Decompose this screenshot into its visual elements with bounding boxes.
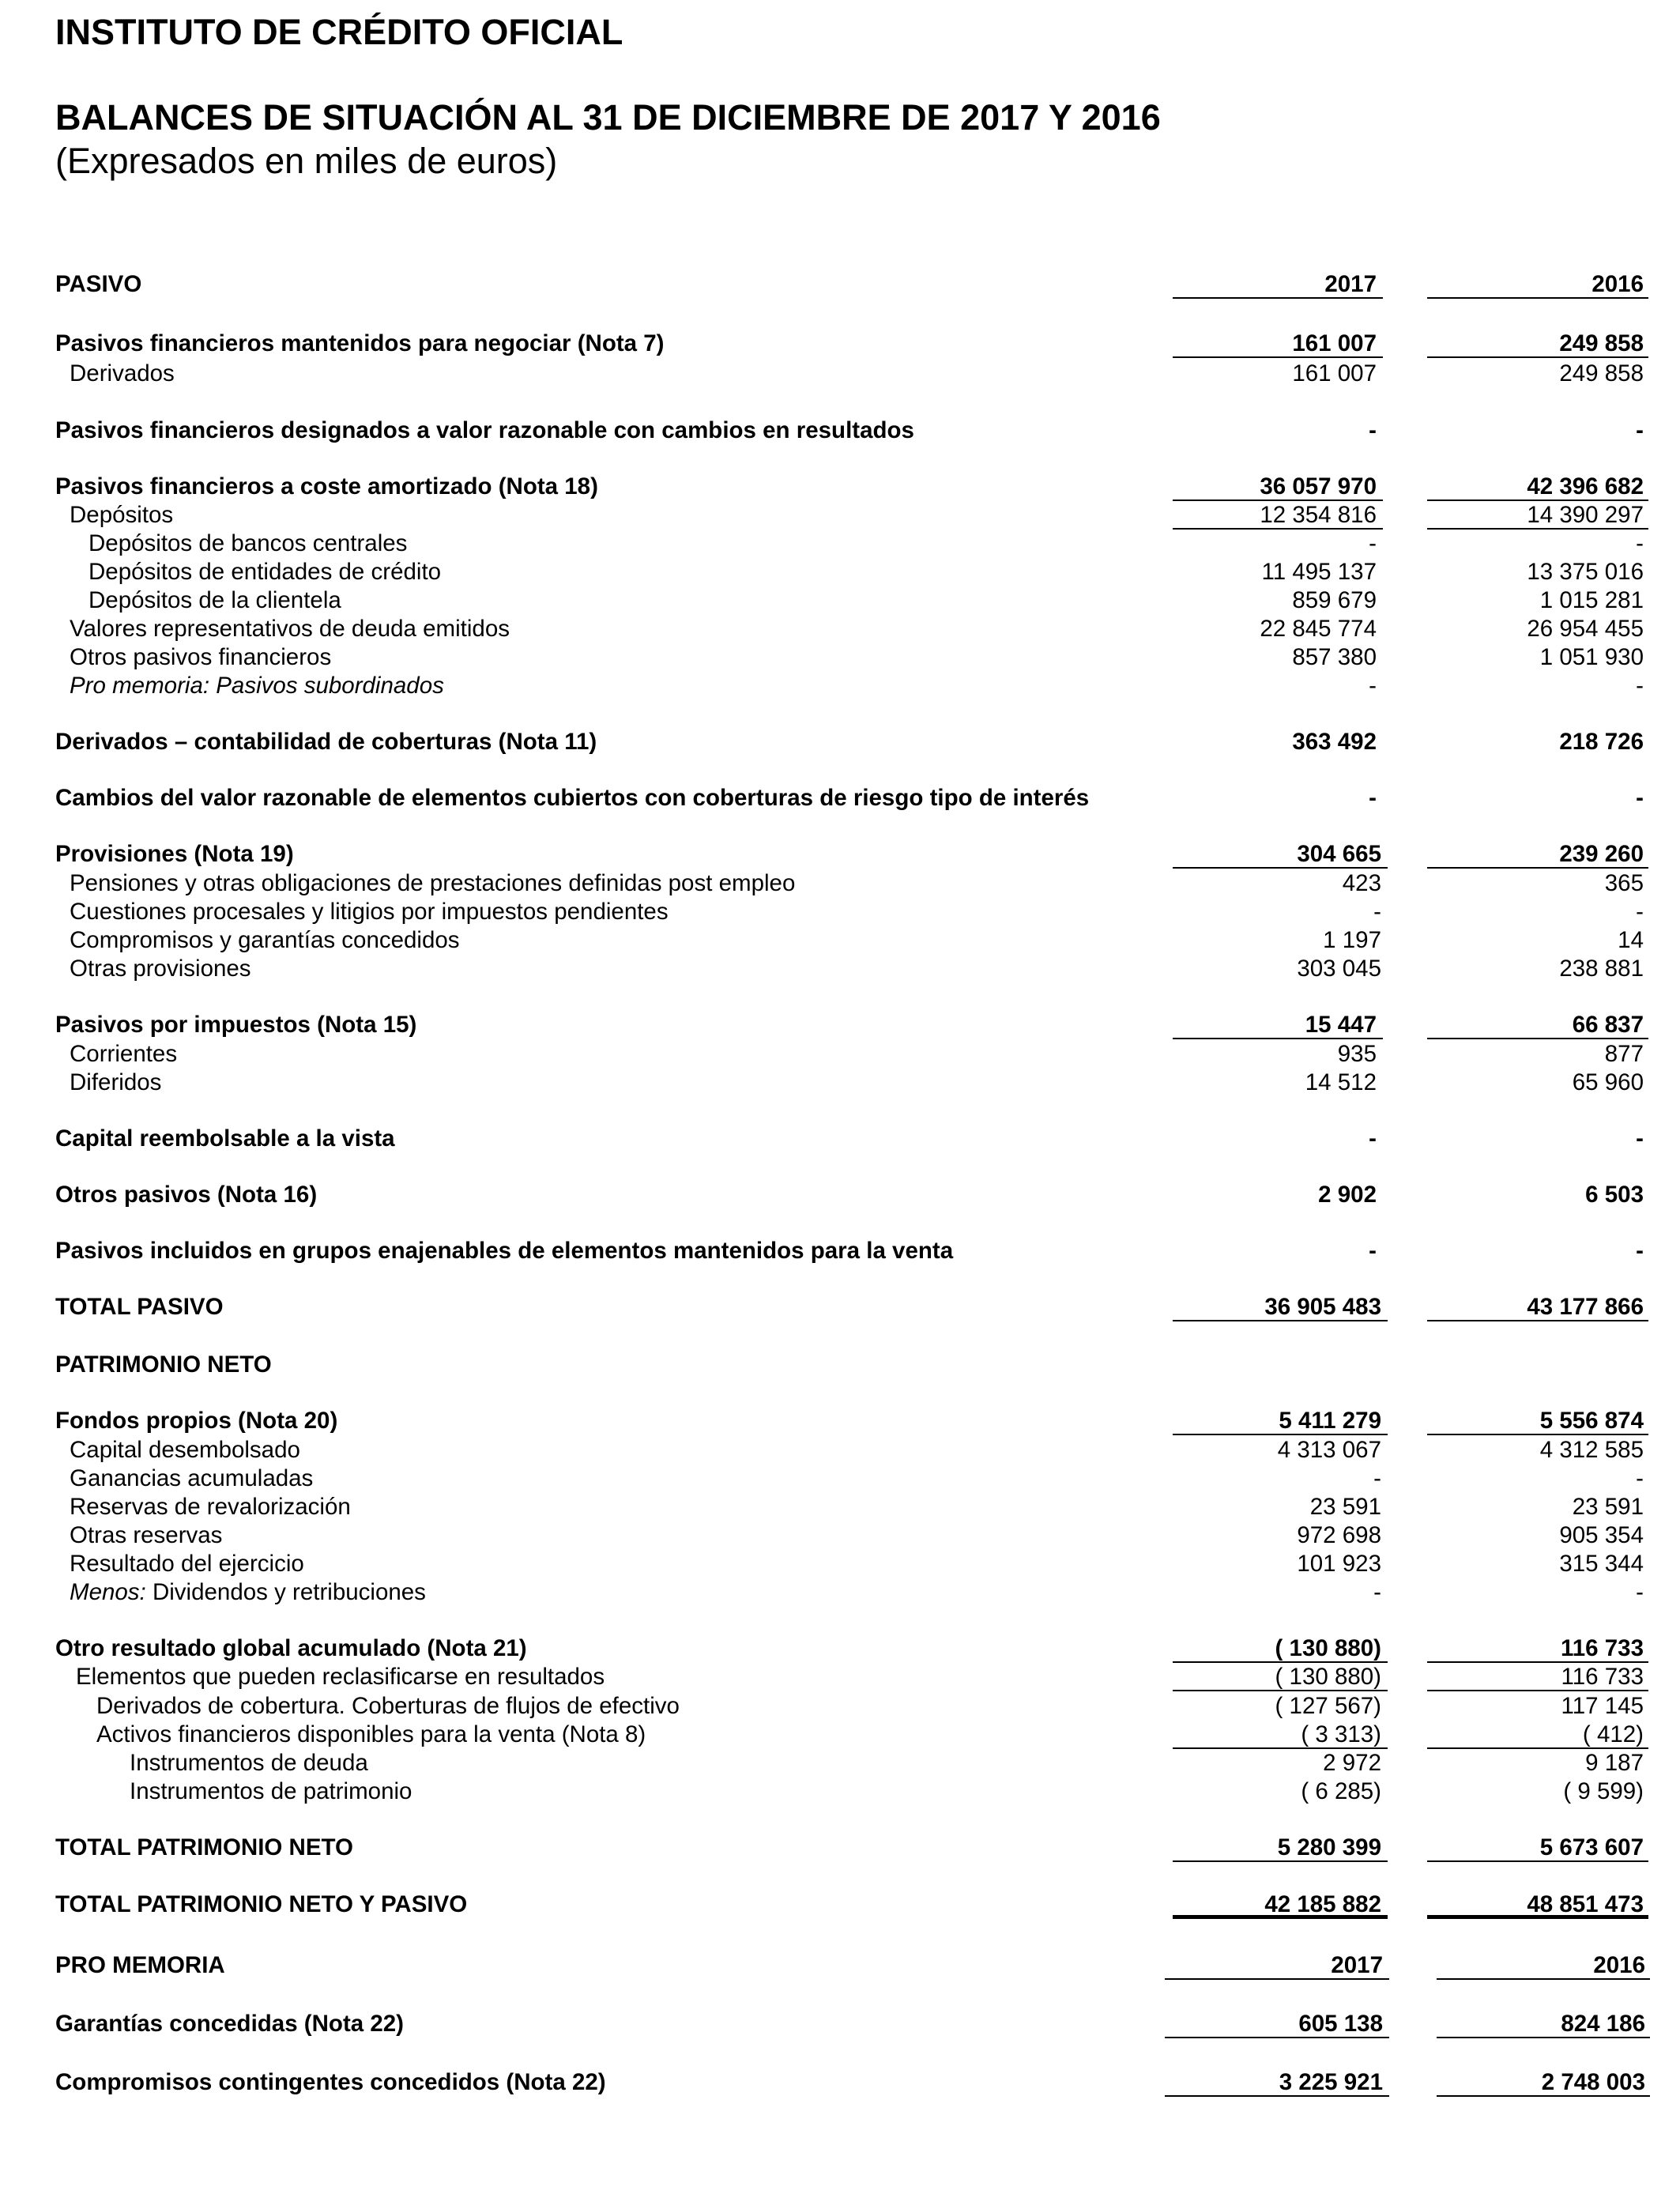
table-row (0, 1465, 1680, 1493)
value-2017: 15 447 (1173, 1011, 1383, 1039)
institution-name: INSTITUTO DE CRÉDITO OFICIAL (55, 12, 623, 52)
document-title: BALANCES DE SITUACIÓN AL 31 DE DICIEMBRE DE 2017 Y 2016 (55, 97, 1161, 138)
table-row (0, 869, 1680, 898)
row-label: PASIVO (55, 271, 142, 297)
value-2016: 6 503 (1585, 1182, 1644, 1208)
value-2017: 4 313 067 (1277, 1437, 1381, 1463)
value-2017: 14 512 (1305, 1069, 1377, 1095)
value-2016: 116 733 (1427, 1634, 1648, 1663)
value-2016: 2016 (1427, 270, 1648, 299)
table-row (0, 1951, 1680, 1980)
value-2017: - (1373, 1579, 1381, 1605)
row-label: Derivados de cobertura. Coberturas de flujos de efectivo (96, 1693, 680, 1719)
value-2016: - (1636, 673, 1644, 699)
row-label: Corrientes (70, 1041, 178, 1067)
value-2017: ( 127 567) (1275, 1693, 1381, 1719)
row-label: Activos financieros disponibles para la venta (Nota 8) (96, 1721, 646, 1747)
table-row (0, 530, 1680, 558)
value-2017: - (1373, 899, 1381, 925)
table-row (0, 2010, 1680, 2038)
row-label: Fondos propios (Nota 20) (55, 1408, 338, 1434)
value-2016: 2016 (1437, 1951, 1650, 1980)
value-2017: 2017 (1165, 1951, 1389, 1980)
table-row (0, 1550, 1680, 1578)
row-label: Pasivos financieros a coste amortizado (Nota 18) (55, 473, 598, 499)
row-label: Compromisos y garantías concedidos (70, 927, 460, 953)
row-label: PRO MEMORIA (55, 1952, 225, 1978)
table-row (0, 1351, 1680, 1379)
value-2017: 2017 (1173, 270, 1383, 299)
value-2016: 116 733 (1427, 1663, 1648, 1691)
value-2016: 905 354 (1559, 1522, 1644, 1548)
value-2016: - (1636, 899, 1644, 925)
value-2017: - (1369, 417, 1377, 443)
value-2016: 14 (1618, 927, 1644, 953)
value-2016: 4 312 585 (1539, 1437, 1644, 1463)
table-row (0, 1663, 1680, 1691)
value-2016: 249 858 (1559, 360, 1644, 386)
value-2017: - (1369, 1238, 1377, 1264)
value-2017: 36 057 970 (1173, 473, 1383, 501)
value-2017: 101 923 (1297, 1551, 1381, 1577)
value-2017: 1 197 (1323, 927, 1381, 953)
row-label: Pro memoria: Pasivos subordinados (70, 673, 444, 699)
row-label: Derivados (70, 360, 175, 386)
table-row (0, 615, 1680, 643)
row-label: Pasivos financieros mantenidos para negociar (Nota 7) (55, 330, 665, 356)
value-2016: 23 591 (1572, 1494, 1644, 1520)
table-row (0, 1692, 1680, 1721)
table-row (0, 1493, 1680, 1521)
row-label: Provisiones (Nota 19) (55, 841, 294, 867)
row-label: Capital reembolsable a la vista (55, 1125, 395, 1152)
value-2016 (1427, 1351, 1648, 1379)
value-2016: 877 (1604, 1041, 1644, 1067)
value-2016: 239 260 (1427, 840, 1648, 869)
value-2017: - (1369, 1125, 1377, 1152)
value-2016: 14 390 297 (1427, 501, 1648, 530)
value-2017: - (1369, 673, 1377, 699)
row-label: Cambios del valor razonable de elementos cubiertos con coberturas de riesgo tipo de interés (55, 785, 1090, 811)
row-label: Otro resultado global acumulado (Nota 21) (55, 1635, 527, 1661)
row-label: Otras provisiones (70, 956, 251, 982)
row-label: Capital desembolsado (70, 1437, 300, 1463)
value-2016: 238 881 (1559, 956, 1644, 982)
row-label: Depósitos (70, 502, 174, 528)
value-2017: ( 3 313) (1173, 1721, 1388, 1749)
value-2016: 315 344 (1559, 1551, 1644, 1577)
table-row (0, 1040, 1680, 1069)
value-2017: - (1369, 530, 1377, 556)
value-2016: 13 375 016 (1527, 559, 1644, 585)
value-2016: 26 954 455 (1527, 616, 1644, 642)
value-2017: 857 380 (1292, 644, 1377, 670)
value-2017: 935 (1337, 1041, 1377, 1067)
value-2016: 5 673 607 (1427, 1834, 1648, 1862)
value-2016: 218 726 (1559, 729, 1644, 755)
table-row (0, 728, 1680, 756)
table-row (0, 360, 1680, 388)
table-row (0, 558, 1680, 586)
row-label: Otros pasivos (Nota 16) (55, 1182, 318, 1208)
table-row (0, 840, 1680, 869)
value-2016: 249 858 (1427, 330, 1648, 358)
value-2017: 859 679 (1292, 587, 1377, 613)
row-label: Derivados – contabilidad de coberturas (Nota 11) (55, 729, 597, 755)
value-2016: 66 837 (1427, 1011, 1648, 1039)
row-label: Depósitos de bancos centrales (89, 530, 408, 556)
value-2017: 304 665 (1173, 840, 1388, 869)
value-2017: 972 698 (1297, 1522, 1381, 1548)
table-row (0, 1125, 1680, 1153)
document-subtitle: (Expresados en miles de euros) (55, 141, 558, 181)
table-row (0, 501, 1680, 530)
row-label: Otras reservas (70, 1522, 223, 1548)
value-2017: 5 411 279 (1173, 1407, 1388, 1435)
row-label: Resultado del ejercicio (70, 1551, 304, 1577)
row-label: Ganancias acumuladas (70, 1465, 314, 1491)
table-row (0, 1407, 1680, 1435)
row-label: Reservas de revalorización (70, 1494, 351, 1520)
value-2017: ( 6 285) (1301, 1778, 1381, 1804)
value-2017: 423 (1342, 870, 1381, 896)
table-row (0, 1011, 1680, 1039)
table-row (0, 270, 1680, 299)
table-row (0, 1749, 1680, 1777)
value-2016: 2 748 003 (1437, 2068, 1650, 2097)
value-2016: ( 9 599) (1563, 1778, 1644, 1804)
value-2016: - (1636, 1238, 1644, 1264)
row-label: Otros pasivos financieros (70, 644, 332, 670)
value-2017: 22 845 774 (1260, 616, 1377, 642)
row-label: Pensiones y otras obligaciones de prestaciones definidas post empleo (70, 870, 796, 896)
row-label: Pasivos financieros designados a valor razonable con cambios en resultados (55, 417, 914, 443)
value-2017 (1173, 1351, 1388, 1379)
value-2017: - (1373, 1465, 1381, 1491)
value-2016: 365 (1604, 870, 1644, 896)
table-row (0, 1578, 1680, 1607)
value-2017: 363 492 (1292, 729, 1377, 755)
value-2017: 161 007 (1292, 360, 1377, 386)
value-2017: 161 007 (1173, 330, 1383, 358)
value-2016: 824 186 (1437, 2010, 1650, 2038)
value-2016: 43 177 866 (1427, 1293, 1648, 1321)
row-label: TOTAL PATRIMONIO NETO (55, 1834, 353, 1860)
value-2017: 2 902 (1318, 1182, 1377, 1208)
table-row (0, 473, 1680, 501)
row-label: Garantías concedidas (Nota 22) (55, 2011, 405, 2037)
value-2017: 11 495 137 (1261, 559, 1377, 585)
value-2017: 2 972 (1323, 1750, 1381, 1776)
value-2016: - (1636, 785, 1644, 811)
table-row (0, 784, 1680, 812)
value-2016: - (1636, 530, 1644, 556)
value-2017: - (1369, 785, 1377, 811)
value-2017: ( 130 880) (1173, 1663, 1388, 1691)
value-2016: 1 051 930 (1539, 644, 1644, 670)
table-row (0, 417, 1680, 445)
table-row (0, 1237, 1680, 1265)
value-2016: 1 015 281 (1539, 587, 1644, 613)
table-row (0, 1521, 1680, 1550)
row-label: Instrumentos de patrimonio (130, 1778, 412, 1804)
row-label: Pasivos por impuestos (Nota 15) (55, 1012, 417, 1038)
row-label: Diferidos (70, 1069, 162, 1095)
value-2016: - (1636, 1465, 1644, 1491)
value-2016: - (1636, 417, 1644, 443)
row-label: Valores representativos de deuda emitidos (70, 616, 510, 642)
value-2017: 23 591 (1309, 1494, 1381, 1520)
value-2017: 36 905 483 (1173, 1293, 1388, 1321)
table-row (0, 330, 1680, 358)
row-label: Cuestiones procesales y litigios por impuestos pendientes (70, 899, 669, 925)
table-row (0, 1436, 1680, 1465)
table-row (0, 1834, 1680, 1862)
row-label: Menos: Dividendos y retribuciones (70, 1579, 426, 1605)
row-label: Compromisos contingentes concedidos (Nota 22) (55, 2069, 606, 2095)
value-2017: 12 354 816 (1173, 501, 1383, 530)
table-row (0, 898, 1680, 926)
table-row (0, 926, 1680, 955)
row-label: PATRIMONIO NETO (55, 1351, 272, 1378)
table-row (0, 1634, 1680, 1663)
value-2016: - (1636, 1579, 1644, 1605)
value-2016: 48 851 473 (1427, 1891, 1648, 1919)
value-2016: 9 187 (1585, 1750, 1644, 1776)
table-row (0, 1891, 1680, 1919)
table-row (0, 1069, 1680, 1097)
table-row (0, 672, 1680, 700)
table-row (0, 1777, 1680, 1806)
table-row (0, 1721, 1680, 1749)
row-label: Depósitos de la clientela (89, 587, 341, 613)
value-2017: ( 130 880) (1173, 1634, 1388, 1663)
row-label: Pasivos incluidos en grupos enajenables de elementos mantenidos para la venta (55, 1238, 954, 1264)
table-row (0, 955, 1680, 983)
value-2016: - (1636, 1125, 1644, 1152)
value-2016: ( 412) (1427, 1721, 1648, 1749)
value-2017: 42 185 882 (1173, 1891, 1388, 1919)
row-label: Instrumentos de deuda (130, 1750, 368, 1776)
value-2016: 5 556 874 (1427, 1407, 1648, 1435)
value-2016: 117 145 (1561, 1693, 1644, 1719)
value-2017: 605 138 (1165, 2010, 1389, 2038)
value-2017: 3 225 921 (1165, 2068, 1389, 2097)
table-row (0, 1181, 1680, 1209)
row-label: TOTAL PASIVO (55, 1294, 224, 1320)
value-2016: 65 960 (1572, 1069, 1644, 1095)
table-row (0, 2068, 1680, 2097)
row-label: Elementos que pueden reclasificarse en resultados (76, 1664, 605, 1690)
table-row (0, 586, 1680, 615)
value-2017: 5 280 399 (1173, 1834, 1388, 1862)
value-2017: 303 045 (1297, 956, 1381, 982)
row-label: TOTAL PATRIMONIO NETO Y PASIVO (55, 1891, 468, 1917)
row-label: Depósitos de entidades de crédito (89, 559, 442, 585)
value-2016: 42 396 682 (1427, 473, 1648, 501)
table-row (0, 643, 1680, 672)
table-row (0, 1293, 1680, 1321)
